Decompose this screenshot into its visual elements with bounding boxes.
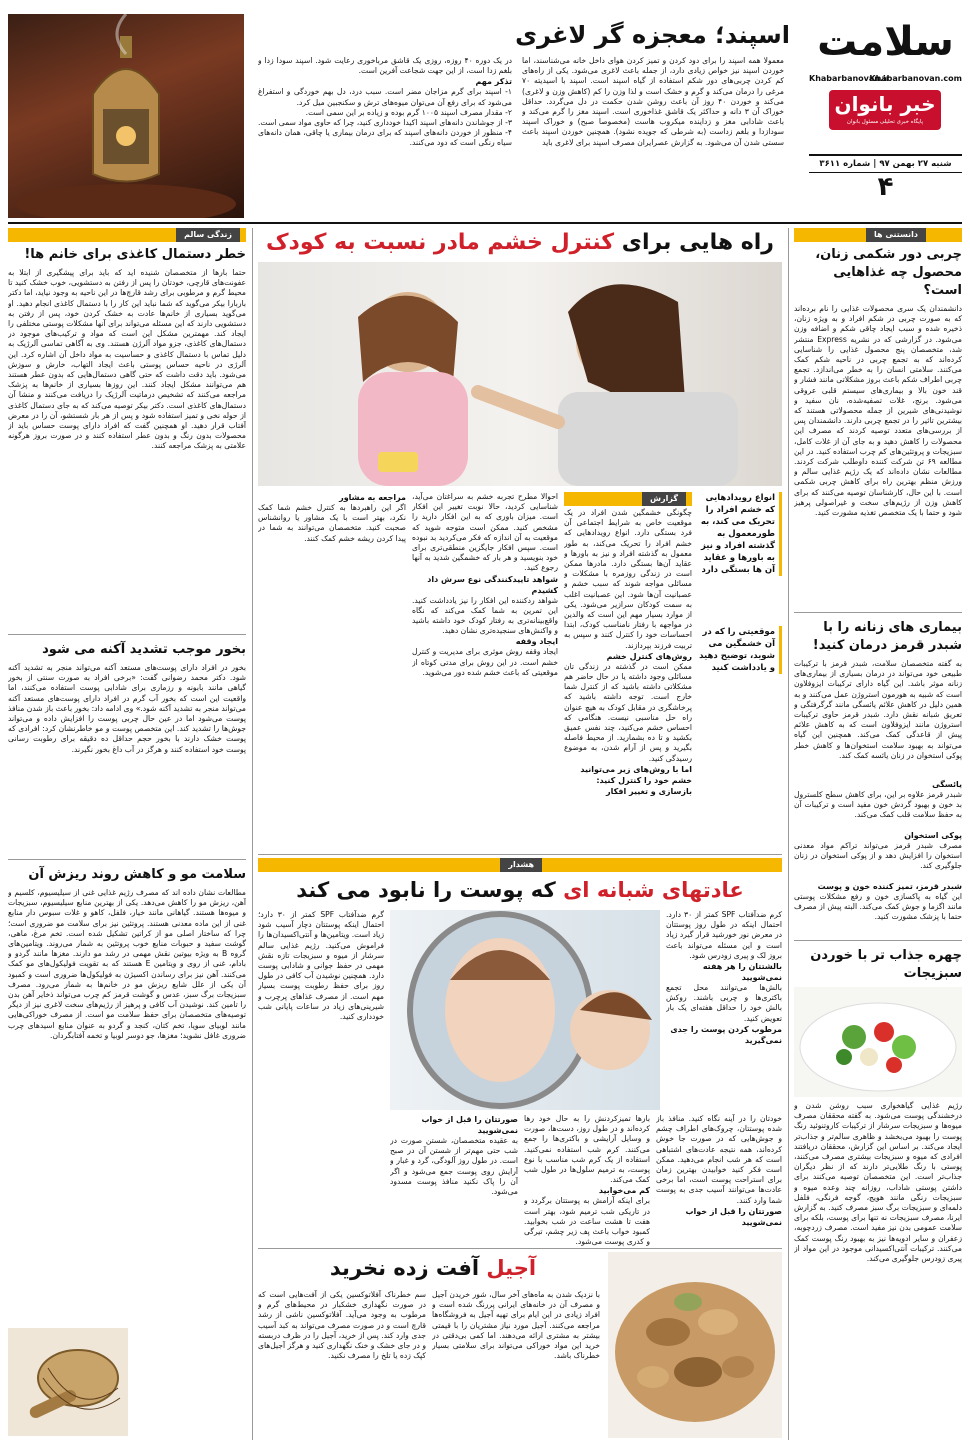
paragraph: برای اینکه آرامش به پوستتان برگردد و در تاریکی شب ترمیم شود، بهتر است هفت تا هشت ساعت در شب بخوابید. کمبود خواب باعث پف زیر چشم، تیرگی و کدری پوست می‌شود. xyxy=(524,1196,650,1247)
divider xyxy=(788,228,789,1440)
subheading: مراجعه به مشاور xyxy=(339,493,406,502)
ajil-col-1: با نزدیک شدن به ماه‌های آخر سال، شور خریدن آجیل و مصرف آن در خانه‌های ایرانی پررنگ شده است و افراد زیادی در این ایام برای تهیه آجیل به فروشگاه‌ها مراجعه می‌کنند. آجیل مورد نیاز مشتریان را با قیمتی بیشتر به مشتری ارائه می‌دهند. اما کمی بی‌دقتی در خرید این مواد خوراکی می‌تواند برای سلامتی بسیار خطرناک باشد. xyxy=(432,1290,600,1361)
ajil-col-2: سم خطرناک آفلاتوکسین یکی از آفت‌هایی است که در صورت نگهداری خشکبار در محیط‌های گرم و مرطوب به وجود می‌آید. آفلاتوکسین ناشی از رشد قارچ است و در صورت مصرف می‌تواند به کبد آسیب جدی وارد کند. پس از خرید، آجیل را در ظرف دربسته و در جای خشک و خنک نگهداری کنید و هرگز آجیل‌های کپک زده یا تلخ را مصرف نکنید. xyxy=(258,1290,426,1361)
espand-photo xyxy=(8,14,244,218)
top-article-title xyxy=(270,20,790,50)
hairbrush-photo xyxy=(8,1328,128,1436)
logo-text: خبر بانوان xyxy=(834,92,936,116)
section-title: سلامت xyxy=(817,19,954,65)
divider xyxy=(258,854,782,855)
article-body: دانشمندان یک سری محصولات غذایی را نام برده‌اند که به صورت چربی در شکم افراد و به ویژه زنان، ذخیره شده و سبب ایجاد چاقی شکم و اضافه وزن می‌شود. در گزارشی که در نشریه Express منتشر شد، متخصصان پنج محصول غذایی را شناسایی کرده‌اند که به تجمع چربی در ناحیه شکم کمک می‌کنند. سلامتی انسان را به خطر می‌اندازد. تجمع چربی اطراف شکم باعث بروز مشکلاتی مانند فشار و قند خون بالا و بیماری‌های سیستم قلبی عروقی می‌شود. برنج، غلات تصفیه‌شده، نان سفید و نوشیدنی‌های شیرین از جمله محصولاتی هستند که بیشترین تاثیر را در تجمع چربی دارند. دانشمندان پس از بررسی‌های متعدد توصیه کردند که مصرف این محصولات را کاهش دهید و به جای آن از غلات کامل، سبزیجات و پروتئین‌های کم چرب استفاده کنید. در این مطالعه ۶۹ تن شرکت کننده داوطلب شرکت کردند. مطالعات نشان داده‌اند که یک رژیم غذایی سالم و ورزش منظم بهترین راه برای کاهش چربی شکمی است. با این حال، کارشناسان توصیه می‌کنند که برای کاهش وزن از رژیم‌های سخت و غیراصولی پرهیز شود و حتما با یک متخصص تغذیه مشورت کنید. xyxy=(794,304,962,518)
main-title-highlight: کنترل خشم مادر نسبت به کودک xyxy=(266,230,615,255)
habits-col-2 xyxy=(524,1114,650,1247)
report-tag: گزارش xyxy=(642,492,686,506)
article-body: رژیم غذایی گیاهخواری سبب روشن شدن و درخشندگی پوست می‌شود. به گفته محققان مصرف میوه‌ها و سبزیجات سرشار از ترکیبات کاروتنوئید رنگ پوست را بهبود می‌بخشد و ظاهری سالم‌تر و جذاب‌تر ایجاد می‌کند. بر اساس این گزارش، محققان دریافتند افرادی که میوه و سبزیجات بیشتری مصرف می‌کنند، پوستی با رنگ طلایی‌تر دارند که از نظر دیگران جذاب‌تر است. این متخصصان توصیه می‌کنند برای داشتن پوستی شاداب، روزانه چند وعده میوه و سبزیجات رنگی مانند هویج، گوجه فرنگی، فلفل دلمه‌ای و سبزیجات برگ سبز مصرف کنید. به گزارش ایرنا، مصرف سبزیجات نه تنها برای پوست، بلکه برای سلامت عمومی بدن نیز مفید است. مصرف زردچوبه، زعفران و سایر ادویه‌ها نیز به بهبود رنگ پوست کمک می‌کنند. ترکیبات آنتی‌اکسیدانی موجود در این مواد از پیری زودرس جلوگیری می‌کند. xyxy=(794,1101,962,1264)
ajil-title xyxy=(258,1254,608,1282)
main-col-3 xyxy=(258,492,406,850)
left-tag-bar xyxy=(8,228,246,242)
paragraph: بارها تمیزکردنش را به حال خود رها کرده‌اند و در طول روز، دست‌ها، صورت و وسایل آرایشی و باکتری‌ها را جمع می‌کنند. کرم شب استفاده نمی‌کنید. استفاده از یک کرم شب مناسب با نوع پوست، به ترمیم سلول‌ها در طول شب کمک می‌کند. xyxy=(524,1114,650,1185)
divider xyxy=(8,222,962,224)
article-title: چربی دور شکمی زنان، محصول چه غذاهایی است؟ xyxy=(815,247,962,298)
salad-illustration xyxy=(794,987,962,1097)
note-item: ۱- اسپند برای گرم مزاجان مضر است. سبب درد، دل بهم خوردگی و استفراغ می‌شود که برای رفع آن می‌توان میوه‌های ترش و سکنجبین میل کرد. xyxy=(258,87,512,107)
report-tag-bar xyxy=(564,492,692,506)
habits-col-2b xyxy=(390,1114,518,1244)
subheading: صورتتان را قبل از خواب نمی‌شویید xyxy=(421,1115,518,1135)
right-tag-bar xyxy=(794,228,962,242)
masthead xyxy=(809,14,962,220)
article-body: بخور در افراد دارای پوست‌های مستعد آکنه می‌تواند منجر به تشدید آکنه شود. دکتر محمد رضوانی گفت: «برخی افراد به صورت سنتی از بخور گیاهی مانند بابونه و رزماری برای شادابی پوست استفاده می‌کنند، اما واقعیت این است که بخور آب گرم در افراد دارای پوست‌های مستعد آکنه می‌تواند منجر به تشدید آکنه شود.» وی ادامه داد: بخور باعث باز شدن منافذ پوست می‌شود اما در عین حال چربی پوست را افزایش داده و می‌تواند جوش‌ها را تشدید کند. این متخصص پوست و مو خاطرنشان کرد: افرادی که پوست خشک دارند با بخور حجم حداقل ده دقیقه برای رطوبت رسانی پوست خود استفاده کنند و هرگز در آب داغ بخور نگیرند. xyxy=(8,663,246,754)
top-article-body-right: معمولا همه اسپند را برای دود کردن و تمیز کردن هوای داخل خانه می‌شناسند، اما خوردن اسپند نیز خواص زیادی دارد، از جمله باعث لاغری می‌شود. یکی از راه‌های کم کردن چربی‌های دور شکم استفاده از گیاه اسپند است. اسپند با اسیدیته ۷۰ مرغی را درمان می‌کند و گرم و خشک است و لذا وزن را کم (کاهش وزن و لاغری) می‌کند و خوردن ۴۰ روز آن باعث روشن شدن حکمت در دل می‌گردد. حداقل خوراک آن ۳ دانه و حداکثر یک قاشق غذاخوری است. اسپند مغز را گرم می‌کند و باعث شادابی مغز و زداینده میکروب هاست (مخصوصا صبح) و خوراک اسپند سودازدا و بلغم زداست (به شرطی که جویده نشود). همچنین خوردن اسپند باعث سستی شدن آن می‌شود. به گزارش عصرایران مصرف اسپند برای لاغری باید xyxy=(522,56,784,147)
subheading: مرطوب کردن پوست را جدی نمی‌گیرید xyxy=(670,1024,782,1045)
article-body: به گفته متخصصان سلامت، شبدر قرمز با ترکیبات طبیعی خود می‌تواند در درمان بسیاری از بیماری‌های زنانه موثر باشد. این گیاه دارای ترکیبات ایزوفلاون است که شبیه به هورمون استروژن عمل می‌کنند و به همین دلیل در کاهش علائم یائسگی مانند گرگرفتگی و تعریق شبانه نقش دارد. شبدر قرمز حاوی ترکیبات استروژن مانند ایزوفلاون است که به کاهش علائم پیش از قاعدگی کمک می‌کند. همچنین این گیاه می‌تواند به بهبود سلامت استخوان‌ها و کاهش خطر پوکی استخوان در زنان یائسه کمک کند. xyxy=(794,659,962,760)
habits-col-3 xyxy=(666,910,782,1110)
notes-heading: تذکر مهم xyxy=(475,77,512,87)
hairbrush-illustration xyxy=(8,1328,128,1436)
pull-quote: موقعیتی را که در آن خشمگین می شوید، توضیح دهید و یادداشت کنید xyxy=(698,626,782,674)
article-title: بخور موجب تشدید آکنه می شود xyxy=(8,634,246,659)
salad-photo xyxy=(794,987,962,1097)
paragraph: ایجاد وقفه روش موثری برای مدیریت و کنترل خشم است. در این روش برای مدتی کوتاه از موقعیتی که باعث خشم شده دور می‌شوید. xyxy=(412,647,558,677)
paragraph: احوالا مطرح تجربه خشم به سراغتان می‌آید، شناسایی کردید، حالا نوبت تغییر این افکار است. میزان باوری که به این افکار دارید را مشخص کنید. ممکن است متوجه شوید که موقعیت به آن اندازه که فکر می‌کردید بد نبوده است. سپس افکار جایگزین منطقی‌تری برای خود بنویسید و هر بار که خشمگین شدید به آنها رجوع کنید. xyxy=(412,492,558,573)
main-article-title xyxy=(258,228,782,258)
divider xyxy=(258,1248,782,1249)
paragraph: ممکن است در گذشته در زندگی تان مسائلی وجود داشته یا در حال حاضر هم مشکلاتی داشته باشید که از کنترل شما خارج است. توجه داشته باشید که پرخاشگری در مقابل کودک به هیچ عنوان راه حل مناسبی نیست. هنگامی که احساس خشم می‌کنید، چند نفس عمیق بکشید و تا ده بشمارید. از محیط فاصله بگیرید و پس از آرام شدن، به موضوع رسیدگی کنید. xyxy=(564,661,692,763)
note-item: ۳- از جوشاندن دانه‌های اسپند اکیدا خودداری کنید، چرا که حاوی مواد سمی است. xyxy=(258,118,512,128)
nuts-illustration xyxy=(608,1252,782,1438)
subheading: کم می‌خوابید xyxy=(598,1186,650,1196)
paragraph: خودتان را در آینه نگاه کنید. منافذ باز شده پوستتان، چروک‌های اطراف چشم و جوش‌هایی که در صورت جا خوش کرده‌اند، همه نتیجه عادت‌های اشتباهی است که هر شب انجام می‌دهید. ممکن است فکر کنید خوابیدن بهترین زمان برای استراحت پوست است، اما برخی عادت‌ها می‌توانند آسیب جدی به پوست شما وارد کنند. xyxy=(656,1114,782,1205)
mother-child-illustration xyxy=(258,262,782,486)
article-title: بیماری های زنانه را با شبدر قرمز درمان کنید! xyxy=(794,612,962,655)
main-title-part1: راه هایی برای xyxy=(621,230,774,255)
right-tag: دانستنی ها xyxy=(866,228,926,242)
paragraph: اگر این راهبردها به کنترل خشم شما کمک نکرد، بهتر است با یک مشاور یا روانشناس صحبت کنید. متخصصان می‌توانند به شما در پیدا کردن ریشه خشم کمک کنند. xyxy=(258,503,406,543)
site-url-1[interactable]: Khabarbanovan.com xyxy=(869,74,962,83)
warning-tag-bar xyxy=(258,858,782,872)
issue-line: شنبه ۲۷ بهمن ۹۷ | شماره ۳۶۱۱ xyxy=(809,154,962,173)
habits-title-highlight: عادتهای شبانه ای xyxy=(563,878,744,902)
subheading: شواهد تاییدکنندگی نوع سرش داد کشیدم xyxy=(427,574,558,595)
paragraph: چگونگی خشمگین شدن افراد در یک موقعیت خاص به شرایط اجتماعی آن فرد بستگی دارد. انواع رویدادهایی که خشم افراد را تحریک می‌کند، به طور معمول به گذشته افراد و نیز به باورها و عقاید آن‌ها بستگی دارد. مادرها ممکن است در زندگی روزمره با مشکلات و مسائلی مواجه شوند که سبب خشم و عصبانیت آن‌ها شود. این عصبانیت اغلب به سمت کودکان سرازیر می‌شود. یکی از موارد بسیار مهم این است که والدین در مواجهه با رفتار نامناسب کودک، ابتدا احساسات خود را کنترل کنند و سپس به تربیت فرزند بپردازند. xyxy=(564,508,692,650)
article-title: خطر دستمال کاغذی برای خانم ها! xyxy=(24,247,246,262)
habits-col-4 xyxy=(258,910,384,1240)
subheading: بالشتتان را هر هفته نمی‌شویید xyxy=(702,962,782,983)
mother-child-photo xyxy=(258,262,782,486)
habits-col-1 xyxy=(656,1114,782,1244)
note-item: ۲- مقدار مصرف اسپند ۱۰۰۵ گرم بوده و زیاده بر این سمی است. xyxy=(305,107,512,117)
article-title: چهره جذاب تر با خوردن سبزیجات xyxy=(794,940,962,983)
article-title: سلامت مو و کاهش روند ریزش آن xyxy=(8,859,246,884)
habits-title xyxy=(258,876,782,904)
article-body: شبدر قرمز علاوه بر این، برای کاهش سطح کلسترول بد خون و بهبود گردش خون مفید است و ترکیبات آن به حفظ سلامت قلب کمک می‌کند. xyxy=(794,790,962,820)
subheading: ایجاد وقفه xyxy=(515,637,558,647)
site-url-2[interactable]: Khabarbanovan.ir xyxy=(809,74,890,83)
pull-quote-column xyxy=(698,492,782,850)
article-body: این گیاه به پاکسازی خون و رفع مشکلات پوستی مانند اگزما و جوش کمک می‌کند. البته پیش از مصرف حتما با پزشک مشورت کنید. xyxy=(794,892,962,922)
left-tag: زندگی سالم xyxy=(176,228,240,242)
left-column xyxy=(8,246,246,1438)
top-article-title-text: اسپند؛ معجزه گر لاغری xyxy=(515,21,790,49)
paragraph: کرم ضدآفتاب SPF کمتر از ۳۰ دارد. احتمال اینکه در طول روز پوستتان در معرض نور خورشید قرار گیرد زیاد است و این مسئله می‌تواند باعث بروز لک و پیری زودرس شود. xyxy=(666,910,782,960)
main-col-1 xyxy=(564,508,692,850)
main-col-2 xyxy=(412,492,558,850)
paragraph: شواهد ردکننده این افکار را نیز یادداشت کنید. این تمرین به شما کمک می‌کند که نگاه واقع‌بینانه‌تری به رفتار کودک خود داشته باشید و واکنش‌های سنجیده‌تری نشان دهید. xyxy=(412,595,558,636)
subheading: بازسازی و تغییر افکار xyxy=(605,786,692,796)
logo-subtitle: پایگاه خبری تحلیلی مسئول بانوان xyxy=(846,119,924,125)
page-number: ۴ xyxy=(877,172,894,202)
article-body: مطالعات نشان داده اند که مصرف رژیم غذایی غنی از سیلیسیوم، کلسیم و آهن، ریزش مو را کاهش می‌دهد. یکی از بهترین منابع سیلیسیوم، سبزیجات و میوه‌ها هستند. گیاهانی مانند خیار، فلفل، کاهو و غلات سبوس دار منابع غنی از این ماده معدنی هستند. پروتئین نیز برای سلامت مو ضروری است؛ چرا که ساختار اصلی مو از کراتین تشکیل شده است. تخم مرغ، ماهی، گوشت سفید و حبوبات منابع خوب پروتئین به شمار می‌روند. ویتامین‌های گروه B به ویژه بیوتین نقش مهمی در رشد مو دارند. مغزها مانند گردو و بادام، غنی از روی و ویتامین E هستند که به تقویت فولیکول‌های مو کمک می‌کنند. آهن نیز برای رساندن اکسیژن به فولیکول‌ها ضروری است و کمبود آن یکی از علل شایع ریزش مو در خانم‌ها به شمار می‌رود. مصرف سبزیجات برگ سبز، عدس و گوشت قرمز کم چرب می‌تواند ذخایر آهن بدن را تامین کند. نوشیدن آب کافی و پرهیز از رژیم‌های سخت لاغری نیز از دیگر توصیه‌های متخصصان برای حفظ سلامت مو است. از مصرف خوراکی‌هایی مانند لوبیای سویا، تخم کتان، کنجد و گردو به عنوان منابع اسیدهای چرب ضروری غافل نشوید؛ مغزها، جو دوسر لوبیا و تخمه آفتابگردان. xyxy=(8,888,246,1040)
top-article-intro: در یک دوره ۴۰ روزه، روزی یک قاشق مرباخوری رعایت شود. اسپند سودا زدا و بلغم زدا است، از این جهت شجاعت آفرین است. xyxy=(258,56,512,76)
paragraph: بالش‌ها می‌توانند محل تجمع باکتری‌ها و چربی باشند. روکش بالش خود را حداقل هفته‌ای یک بار تعویض کنید. xyxy=(666,983,782,1023)
mirror-illustration xyxy=(390,910,660,1110)
subheading: یائسگی xyxy=(932,780,962,789)
divider xyxy=(252,228,253,1440)
pull-quote: انواع رویدادهایی که خشم افراد را تحریک می کند، به طورمعمول به گذشته افراد و نیز به باورها و عقاید آن ها بستگی دارد xyxy=(698,492,782,576)
habits-title-rest: که پوست را نابود می کند xyxy=(296,878,556,902)
habits-bottom xyxy=(390,1114,782,1247)
right-column xyxy=(794,246,962,1438)
article-body: مصرف شبدر قرمز می‌تواند تراکم مواد معدنی استخوان را افزایش دهد و از پوکی استخوان در زنان جلوگیری کند. xyxy=(794,841,962,871)
subheading: شبدر قرمز، تمیز کننده خون و پوست xyxy=(817,882,962,891)
logo xyxy=(829,90,941,130)
note-item: ۴- منظور از خوردن دانه‌های اسپند که برای درمان بیماری یا چاقی، همان دانه‌های سیاه رنگی است که دود می‌کنند. xyxy=(258,128,512,148)
main-article-body xyxy=(258,492,782,850)
subheading: اما با روش‌های زیر می‌توانید خشم خود را کنترل کنید: xyxy=(580,764,692,785)
ajil-title-part2: آفت زده نخرید xyxy=(329,1256,480,1280)
nuts-photo xyxy=(608,1252,782,1438)
article-body: حتما بارها از متخصصان شنیده اید که باید برای پیشگیری از ابتلا به عفونت‌های قارچی، خودتان را پس از رفتن به دستشویی، خوب خشک کنید تا محیط گرم و مرطوبی برای رشد قارچ‌ها در این ناحیه به وجود نیاید، اما دکتر باربارا بیکر می‌گوید که شما نباید این کار را با دستمال کاغذی انجام دهید. او می‌گوید بسیاری از خانم‌ها عادت به خشک کردن خود، پس از رفتن به دستشویی دارند که این مسئله می‌تواند برای آنها مشکلات پوستی مختلفی را ایجاد کند. مهمترین مشکل این است که مواد و ترکیب‌های موجود در دستمال‌های کاغذی، جزو مواد آلرژن هستند. وی به آگاهی تماسی آلرژیک به دلیل تماس با دستمال کاغذی و حساسیت به مواد داخل آن اشاره کرد. این آلرژی در ناحیه حساس پوستی باعث ایجاد التهاب، خارش و سوزش می‌شود. باید دقت داشت که حتی گاهی دستمال‌هایی که بدون عطر هستند هم می‌توانند مشکل ایجاد کنند. این روزها بسیاری از خانم‌ها به پزشک مراجعه می‌کنند که تشخیص درماتیت آلرژیک را دریافت می‌کنند و منشا آن دستمال‌های کاغذی است. دکتر بیکر توصیه می‌کند که به جای دستمال کاغذی از حوله نخی و تمیز استفاده شود و پس از هر بار شستشو، آن را در معرض آفتاب قرار دهید. او همچنین گفت که افراد دارای پوست حساس باید از محصولات بدون رنگ و بدون عطر استفاده کنند و در صورت بروز هرگونه علامتی به پزشک مراجعه کنند. xyxy=(8,268,246,451)
paragraph: به عقیده متخصصان، شستن صورت در شب حتی مهم‌تر از شستن آن در صبح است. در طول روز آلودگی، گرد و غبار و آرایش روی پوست جمع می‌شود و اگر آن را پاک نکنید منافذ پوست مسدود می‌شود. xyxy=(390,1136,518,1197)
ajil-title-part1: آجیل xyxy=(486,1256,537,1280)
subheading: صورتتان را قبل از خواب نمی‌شویید xyxy=(685,1206,782,1227)
paragraph: گرم ضدآفتاب SPF کمتر از ۳۰ دارد؛ احتمال اینکه پوستتان دچار آسیب شود زیاد است. ویتامین‌ها و آنتی‌اکسیدان‌ها را فراموش می‌کنید. رژیم غذایی سالم سرشار از میوه و سبزیجات تازه نقش مهمی در حفظ جوانی و شادابی پوست دارد. همچنین نوشیدن آب کافی در طول روز برای حفظ رطوبت پوست بسیار مهم است. از مصرف غذاهای پرچرب و شیرینی‌های زیاد در ساعات پایانی شب خودداری کنید. xyxy=(258,910,384,1022)
lantern-illustration xyxy=(8,14,244,218)
subheading: روش‌های کنترل خشم xyxy=(606,651,692,661)
warning-tag: هشدار xyxy=(500,858,542,872)
mirror-photo xyxy=(390,910,660,1110)
top-article-body-left xyxy=(258,56,512,214)
subheading: پوکی استخوان xyxy=(904,831,962,840)
